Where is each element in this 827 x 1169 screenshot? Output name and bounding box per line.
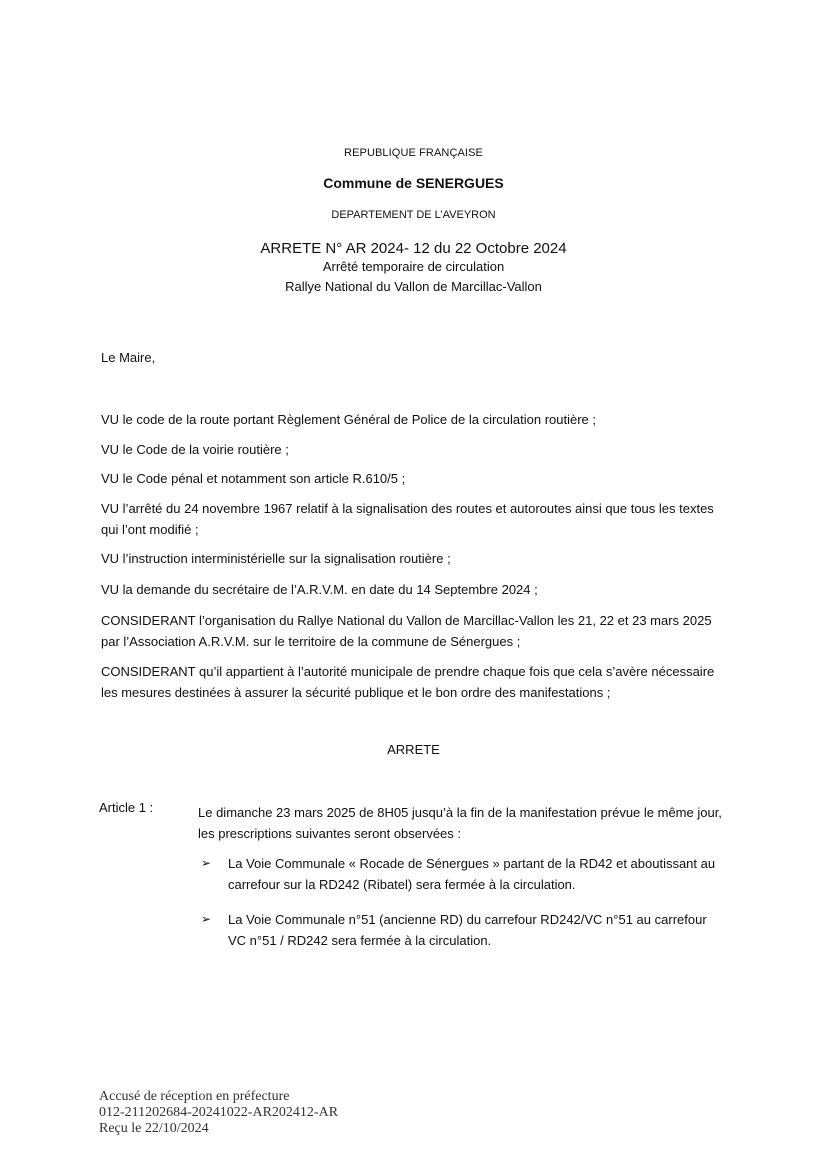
consideration-paragraph: VU la demande du secrétaire de l’A.R.V.M. en date du 14 Septembre 2024 ; (101, 582, 538, 597)
receipt-date: Reçu le 22/10/2024 (99, 1121, 209, 1136)
consideration-paragraph: VU le Code de la voirie routière ; (101, 442, 289, 457)
arrete-number: ARRETE N° AR 2024- 12 du 22 Octobre 2024 (260, 240, 567, 257)
bullet-text: La Voie Communale n°51 (ancienne RD) du carrefour RD242/VC n°51 au carrefour VC n°51 / RD242 sera fermée à la circulation. (228, 912, 707, 948)
consideration-paragraph: VU le Code pénal et notamment son article R.610/5 ; (101, 471, 406, 486)
consideration-paragraph: CONSIDERANT l’organisation du Rallye National du Vallon de Marcillac-Vallon les 21, 22 et 23 mars 2025 par l’Association A.R.V.M. sur le territoire de la commune de Sénergues ; (101, 613, 712, 649)
article-label: Article 1 : (99, 800, 154, 815)
receipt-line: Accusé de réception en préfecture (99, 1089, 290, 1104)
consideration-paragraph: VU le code de la route portant Règlement Général de Police de la circulation routière ; (101, 412, 597, 427)
departement-heading: DEPARTEMENT DE L’AVEYRON (331, 209, 496, 221)
consideration-paragraph: VU l’instruction interministérielle sur la signalisation routière ; (101, 551, 451, 566)
mayor-salutation: Le Maire, (101, 350, 156, 365)
receipt-reference: 012-211202684-20241022-AR202412-AR (99, 1105, 339, 1120)
commune-title: Commune de SENERGUES (323, 175, 504, 191)
republique-heading: REPUBLIQUE FRANÇAISE (344, 147, 483, 159)
arrete-subtitle-event: Rallye National du Vallon de Marcillac-Vallon (285, 279, 542, 294)
arrow-bullet-icon: ➢ (201, 856, 212, 870)
consideration-paragraph: CONSIDERANT qu’il appartient à l’autorité municipale de prendre chaque fois que cela s’avère nécessaire les mesures destinées à assurer la sécurité publique et le bon ordre des manifestations ; (101, 664, 715, 700)
bullet-text: La Voie Communale « Rocade de Sénergues » partant de la RD42 et aboutissant au carrefour sur la RD242 (Ribatel) sera fermée à la circulation. (228, 856, 716, 892)
prefecture-receipt-stamp (99, 1089, 338, 1137)
consideration-paragraph: VU l’arrêté du 24 novembre 1967 relatif à la signalisation des routes et autoroutes ainsi que tous les textes qui l’ont modifié ; (101, 501, 714, 537)
arrow-bullet-icon: ➢ (201, 912, 212, 926)
decision-heading: ARRETE (387, 742, 440, 757)
article-text: Le dimanche 23 mars 2025 de 8H05 jusqu’à la fin de la manifestation prévue le même jour, les prescriptions suivantes seront observées : (198, 805, 722, 841)
arrete-subtitle-type: Arrêté temporaire de circulation (322, 259, 505, 274)
